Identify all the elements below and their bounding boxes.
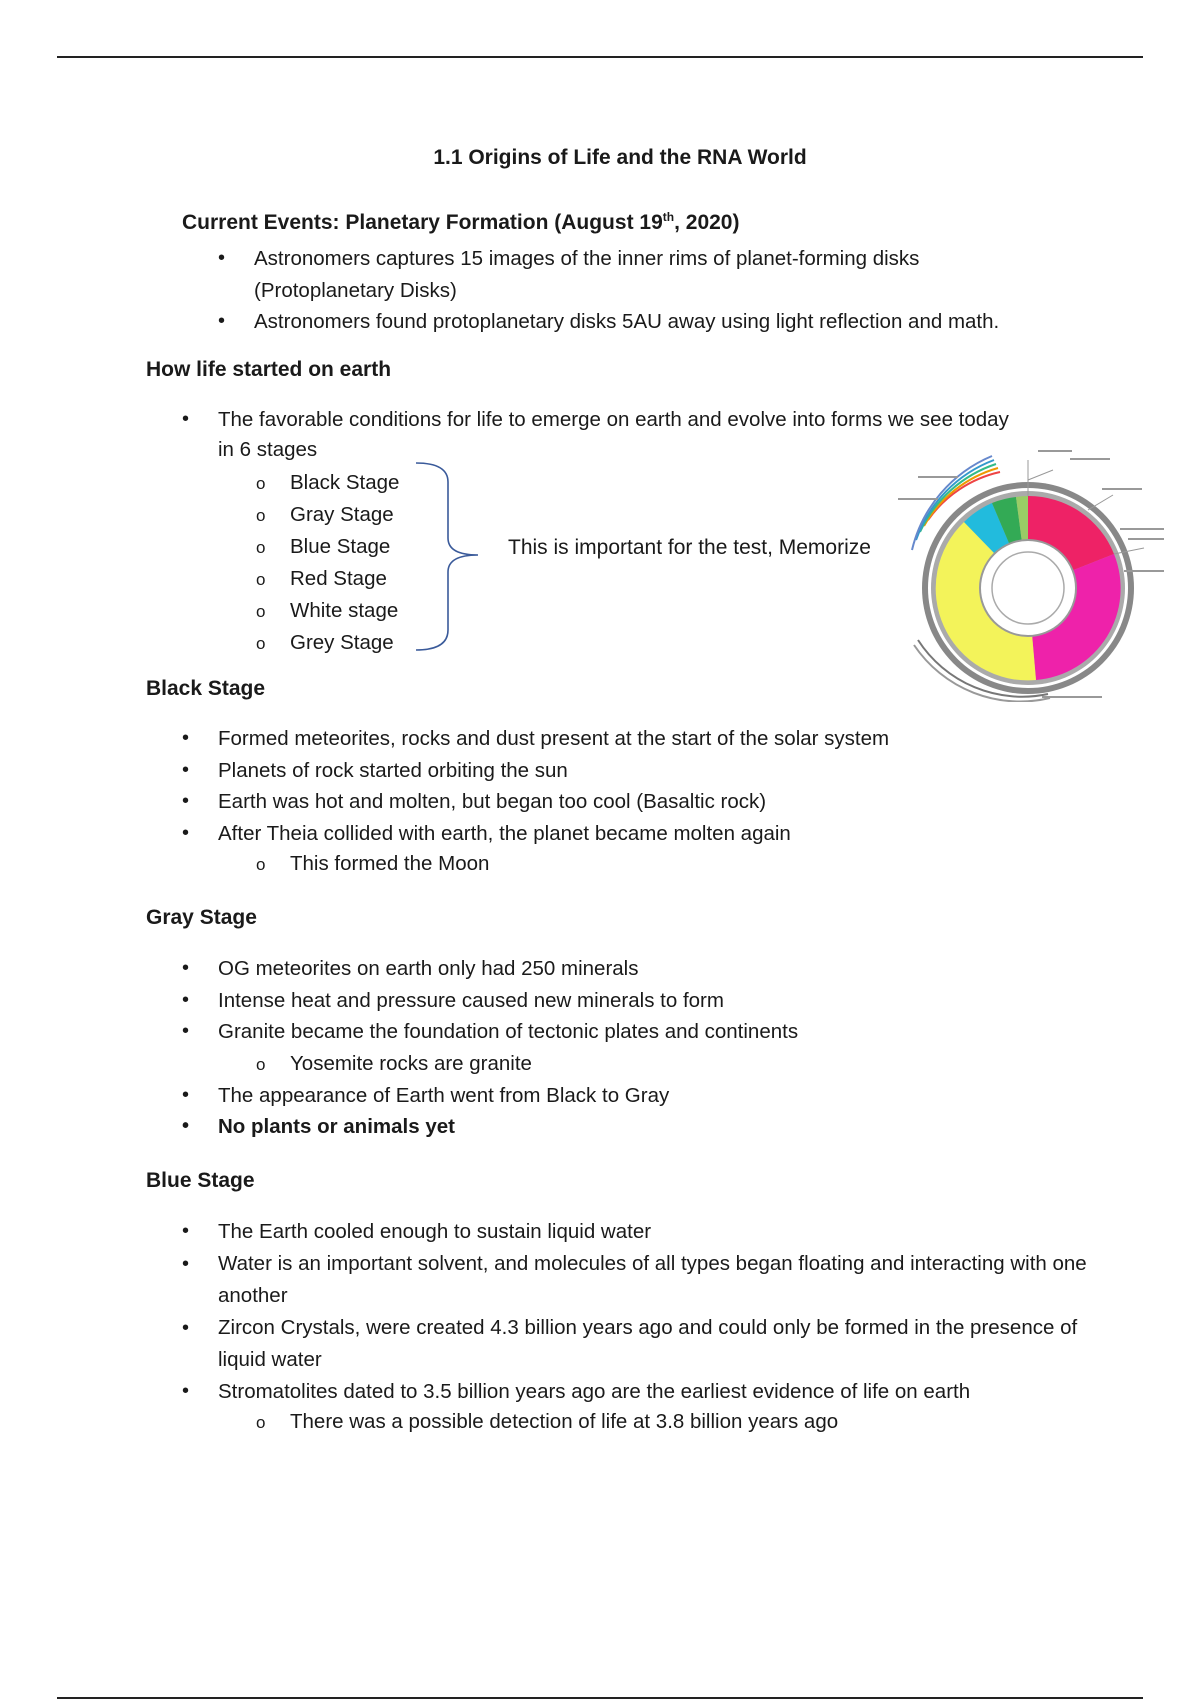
current-events-list bbox=[254, 243, 1074, 338]
list-item: • The favorable conditions for life to emerge on earth and evolve into forms we see today in 6 stages bbox=[218, 404, 1098, 465]
current-events-heading: Current Events: Planetary Formation (August 19th, 2020) bbox=[182, 210, 740, 234]
stages-list bbox=[290, 467, 399, 659]
list-item: • Astronomers captures 15 images of the inner rims of planet-forming disks (Protoplanetary Disks) bbox=[254, 243, 974, 306]
how-life-heading: How life started on earth bbox=[146, 358, 392, 381]
memorize-note: This is important for the test, Memorize bbox=[508, 536, 871, 559]
black-stage-list bbox=[218, 723, 1118, 879]
page-title: 1.1 Origins of Life and the RNA World bbox=[433, 146, 807, 169]
gray-stage-heading: Gray Stage bbox=[146, 906, 257, 929]
list-item: • Formed meteorites, rocks and dust present at the start of the solar system bbox=[218, 723, 1118, 755]
list-item: • Intense heat and pressure caused new minerals to form bbox=[218, 985, 1118, 1017]
stage-item: o Gray Stage bbox=[290, 499, 399, 531]
list-subitem: o Yosemite rocks are granite bbox=[290, 1048, 1118, 1080]
stage-item: o Blue Stage bbox=[290, 531, 399, 563]
blue-stage-heading: Blue Stage bbox=[146, 1169, 255, 1192]
list-item: • Water is an important solvent, and molecules of all types began floating and interacting with one another bbox=[218, 1248, 1098, 1312]
list-item: • After Theia collided with earth, the planet became molten again bbox=[218, 818, 1118, 850]
list-item: • Stromatolites dated to 3.5 billion years ago are the earliest evidence of life on earth bbox=[218, 1376, 1098, 1408]
stage-item: o Red Stage bbox=[290, 563, 399, 595]
gray-stage-list bbox=[218, 953, 1118, 1143]
list-item: • Planets of rock started orbiting the sun bbox=[218, 755, 1118, 787]
stage-item: o White stage bbox=[290, 595, 399, 627]
list-item: • Zircon Crystals, were created 4.3 billion years ago and could only be formed in the presence of liquid water bbox=[218, 1312, 1098, 1376]
geologic-clock-diagram bbox=[888, 440, 1168, 702]
blue-stage-list bbox=[218, 1216, 1098, 1437]
stage-item: o Grey Stage bbox=[290, 627, 399, 659]
stages-brace bbox=[412, 460, 482, 656]
black-stage-heading: Black Stage bbox=[146, 677, 266, 700]
list-item: • The Earth cooled enough to sustain liquid water bbox=[218, 1216, 1098, 1248]
clock-center bbox=[980, 540, 1076, 636]
list-item-bold: • No plants or animals yet bbox=[218, 1111, 1118, 1143]
list-subitem: o There was a possible detection of life at 3.8 billion years ago bbox=[290, 1407, 1098, 1437]
list-subitem: o This formed the Moon bbox=[290, 849, 1118, 879]
list-item: • OG meteorites on earth only had 250 minerals bbox=[218, 953, 1118, 985]
bottom-rule bbox=[57, 1697, 1143, 1699]
list-item: • Granite became the foundation of tectonic plates and continents bbox=[218, 1016, 1118, 1048]
stage-item: o Black Stage bbox=[290, 467, 399, 499]
list-item: • The appearance of Earth went from Black to Gray bbox=[218, 1080, 1118, 1112]
list-item: • Astronomers found protoplanetary disks 5AU away using light reflection and math. bbox=[254, 306, 1074, 338]
list-item: • Earth was hot and molten, but began too cool (Basaltic rock) bbox=[218, 786, 1118, 818]
top-rule bbox=[57, 56, 1143, 58]
